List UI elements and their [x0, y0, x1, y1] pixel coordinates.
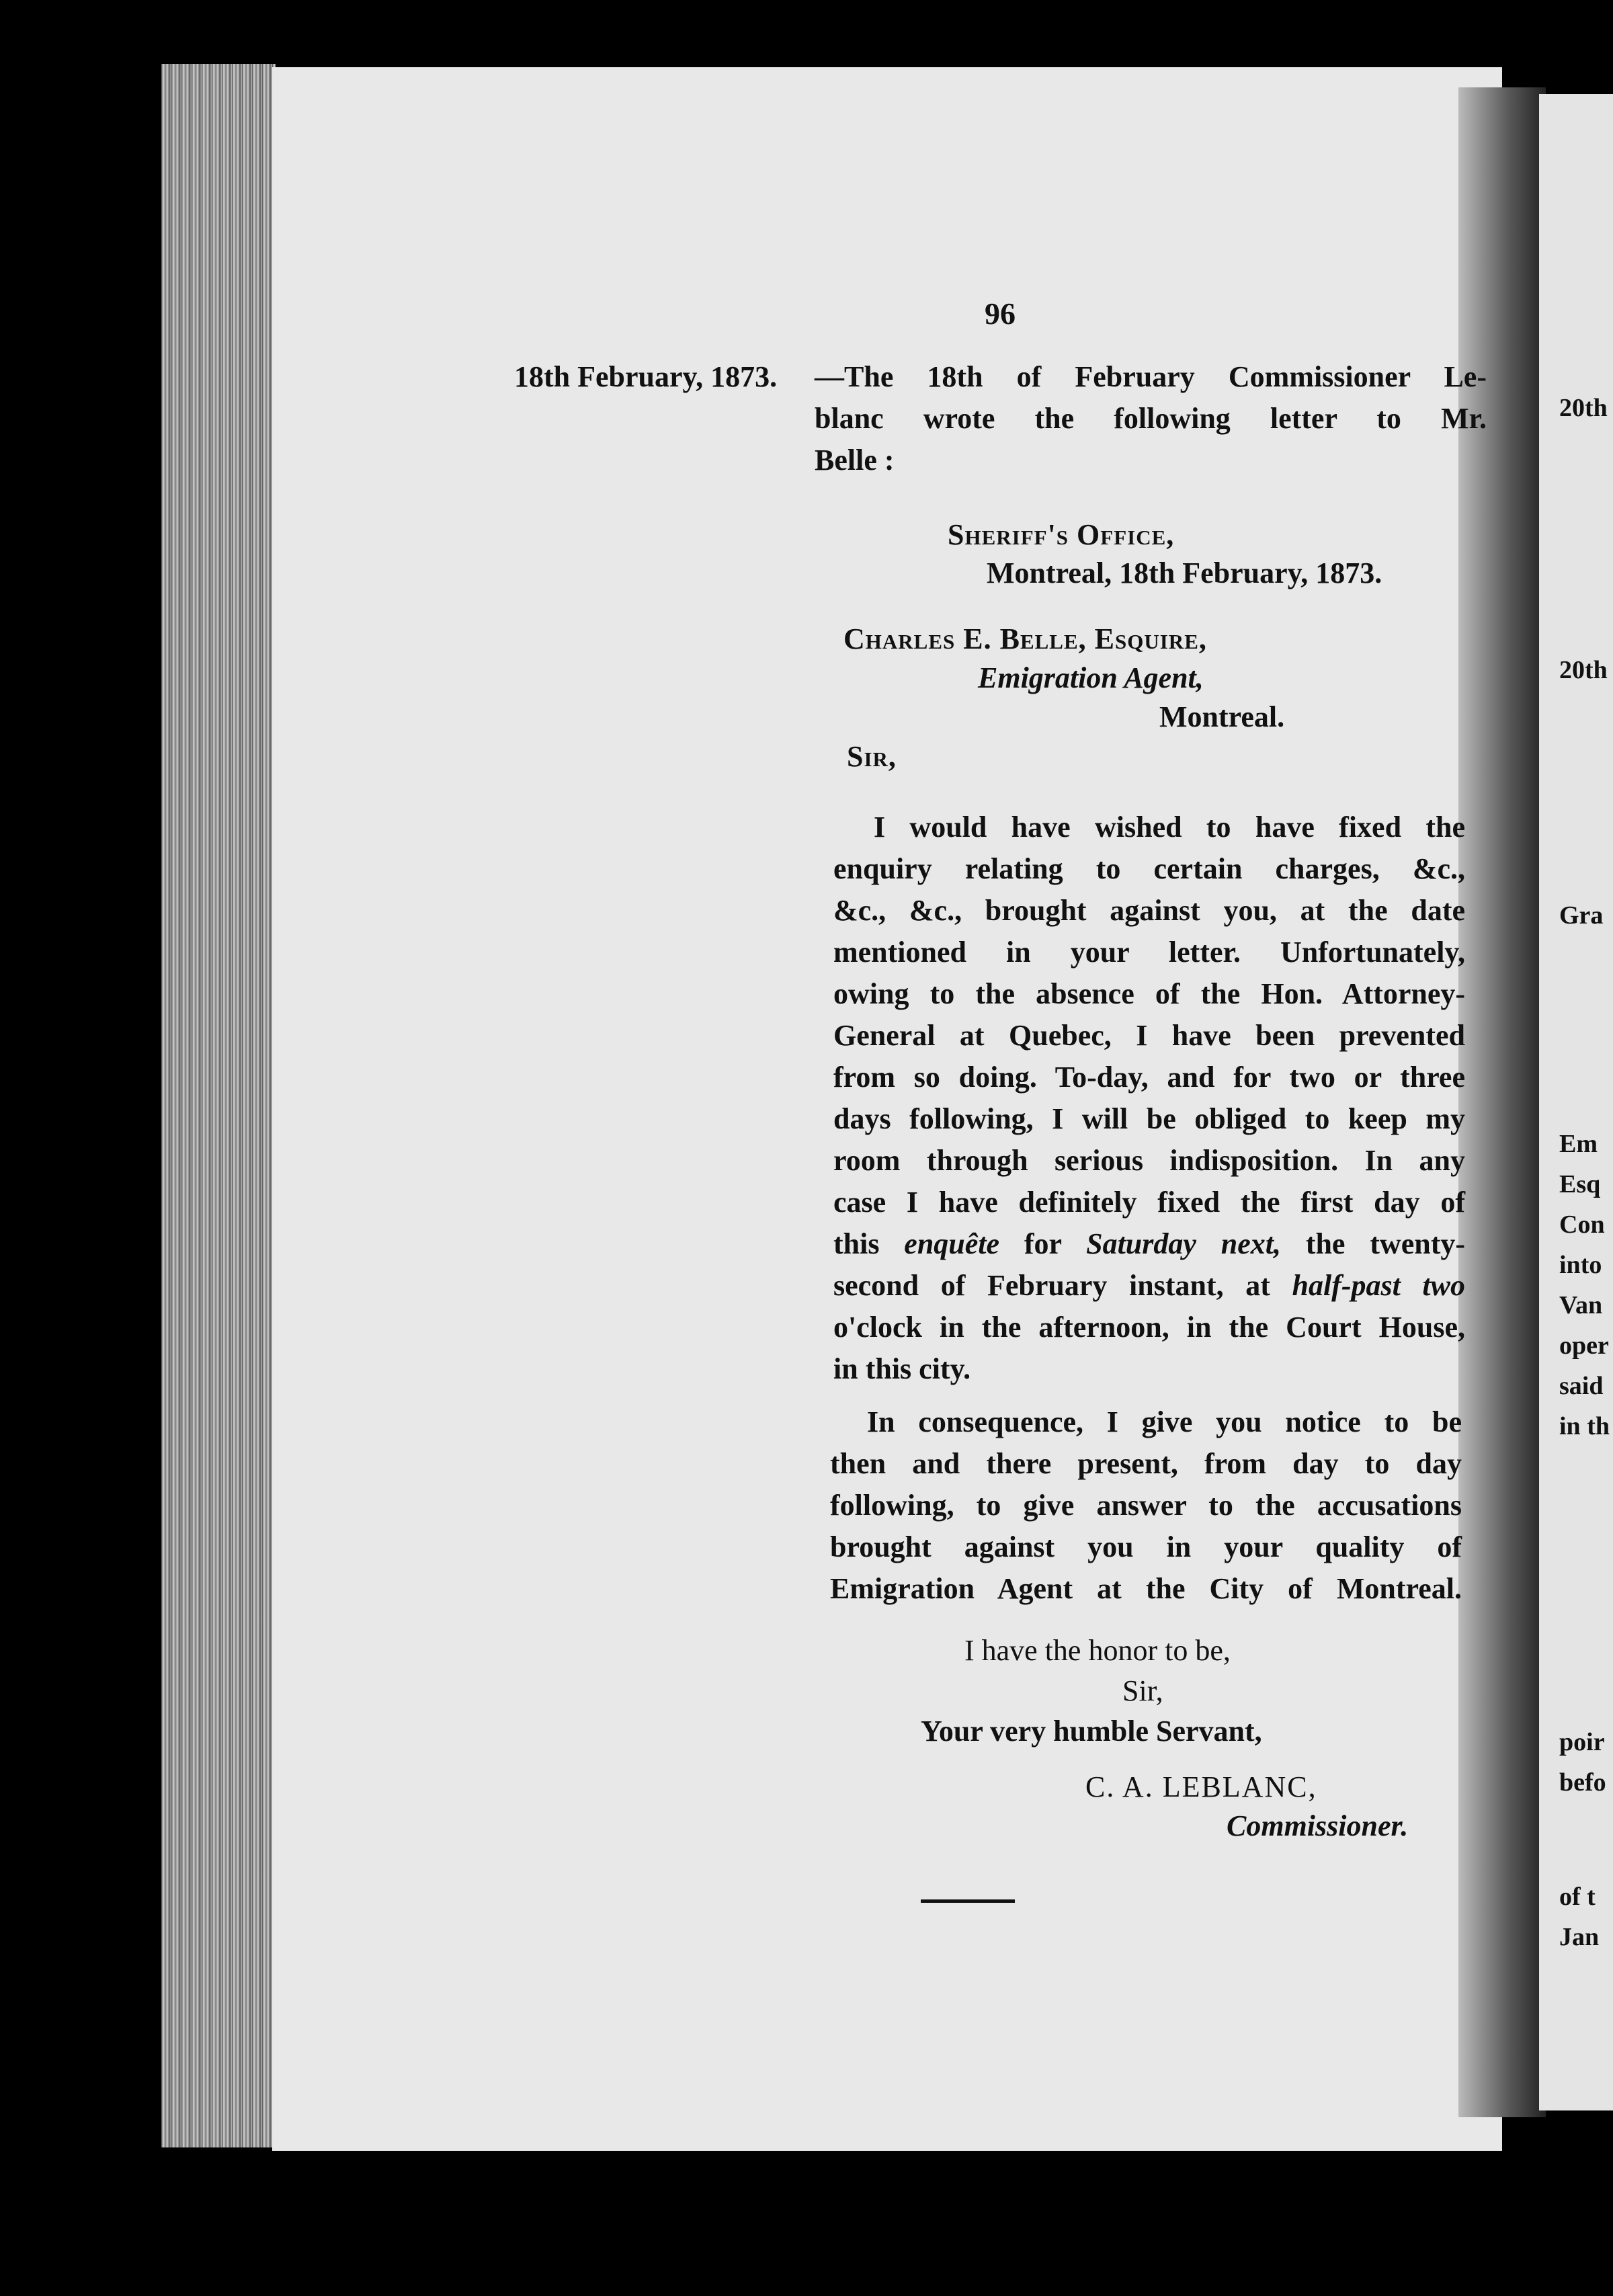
facing-fragment: in th: [1559, 1412, 1610, 1440]
letter-office: Sheriff's Office,: [948, 518, 1175, 551]
letter-place-date: Montreal, 18th February, 1873.: [987, 557, 1382, 589]
paragraph-line: in this city.: [833, 1352, 971, 1385]
date-heading: 18th February, 1873.: [514, 360, 778, 393]
facing-fragment: Gra: [1559, 901, 1604, 930]
addressee-title: Emigration Agent,: [978, 661, 1204, 694]
book-page-edges: [161, 64, 276, 2147]
letter-paragraph-2: [830, 1401, 1462, 1610]
page-number: 96: [985, 296, 1016, 331]
intro-line: Belle :: [815, 444, 895, 477]
facing-fragment: 20th: [1559, 656, 1608, 684]
facing-fragment: Esq: [1559, 1170, 1601, 1198]
paragraph-line: owing to the absence of the Hon. Attorney-: [833, 977, 1465, 1010]
paragraph-line: second of February instant, at half-past two: [833, 1269, 1465, 1302]
signature-title: Commissioner.: [1227, 1809, 1409, 1842]
facing-fragment: befo: [1559, 1768, 1606, 1797]
signature: C. A. LEBLANC,: [1085, 1770, 1317, 1803]
facing-fragment: 20th: [1559, 394, 1608, 422]
facing-fragment: Con: [1559, 1211, 1605, 1239]
intro-line: —The 18th of February Commissioner Le-: [815, 360, 1487, 393]
section-divider: [921, 1899, 1015, 1903]
addressee-name: Charles E. Belle, Esquire,: [843, 622, 1207, 655]
paragraph-line: &c., &c., brought against you, at the date: [833, 894, 1465, 927]
paragraph-line: days following, I will be obliged to keep my: [833, 1102, 1465, 1135]
paragraph-line: General at Quebec, I have been prevented: [833, 1019, 1465, 1052]
paragraph-line: mentioned in your letter. Unfortunately,: [833, 936, 1465, 969]
intro-line: blanc wrote the following letter to Mr.: [815, 402, 1487, 435]
facing-fragment: poir: [1559, 1728, 1605, 1756]
facing-fragment: oper: [1559, 1331, 1609, 1360]
paragraph-line: brought against you in your quality of: [830, 1530, 1462, 1563]
paragraph-line: following, to give answer to the accusations: [830, 1489, 1462, 1522]
facing-fragment: Van: [1559, 1291, 1603, 1319]
closing-line: I have the honor to be,: [964, 1634, 1231, 1667]
closing-line: Sir,: [1122, 1674, 1163, 1707]
letter-paragraph-1: [833, 807, 1465, 1390]
facing-fragment: of t: [1559, 1883, 1596, 1911]
paragraph-line: enquiry relating to certain charges, &c.,: [833, 852, 1465, 885]
paragraph-line: In consequence, I give you notice to be: [867, 1405, 1462, 1438]
facing-fragment: said: [1559, 1372, 1604, 1400]
paragraph-line: this enquête for Saturday next, the twenty-: [833, 1227, 1465, 1260]
intro-paragraph: [815, 356, 1487, 481]
facing-fragment: Em: [1559, 1130, 1598, 1158]
paragraph-line: room through serious indisposition. In any: [833, 1144, 1465, 1177]
facing-fragment: Jan: [1559, 1923, 1600, 1951]
paragraph-line: Emigration Agent at the City of Montreal.: [830, 1572, 1462, 1605]
addressee-city: Montreal.: [1159, 700, 1285, 733]
salutation: Sir,: [847, 740, 897, 773]
paragraph-line: from so doing. To-day, and for two or three: [833, 1061, 1465, 1094]
paragraph-line: o'clock in the afternoon, in the Court House,: [833, 1311, 1465, 1344]
paragraph-line: then and there present, from day to day: [830, 1447, 1462, 1480]
paragraph-line: I would have wished to have fixed the: [874, 811, 1465, 844]
closing-line: Your very humble Servant,: [921, 1715, 1262, 1748]
facing-fragment: into: [1559, 1251, 1602, 1279]
facing-page: [1539, 94, 1613, 2110]
paragraph-line: case I have definitely fixed the first day of: [833, 1186, 1465, 1219]
